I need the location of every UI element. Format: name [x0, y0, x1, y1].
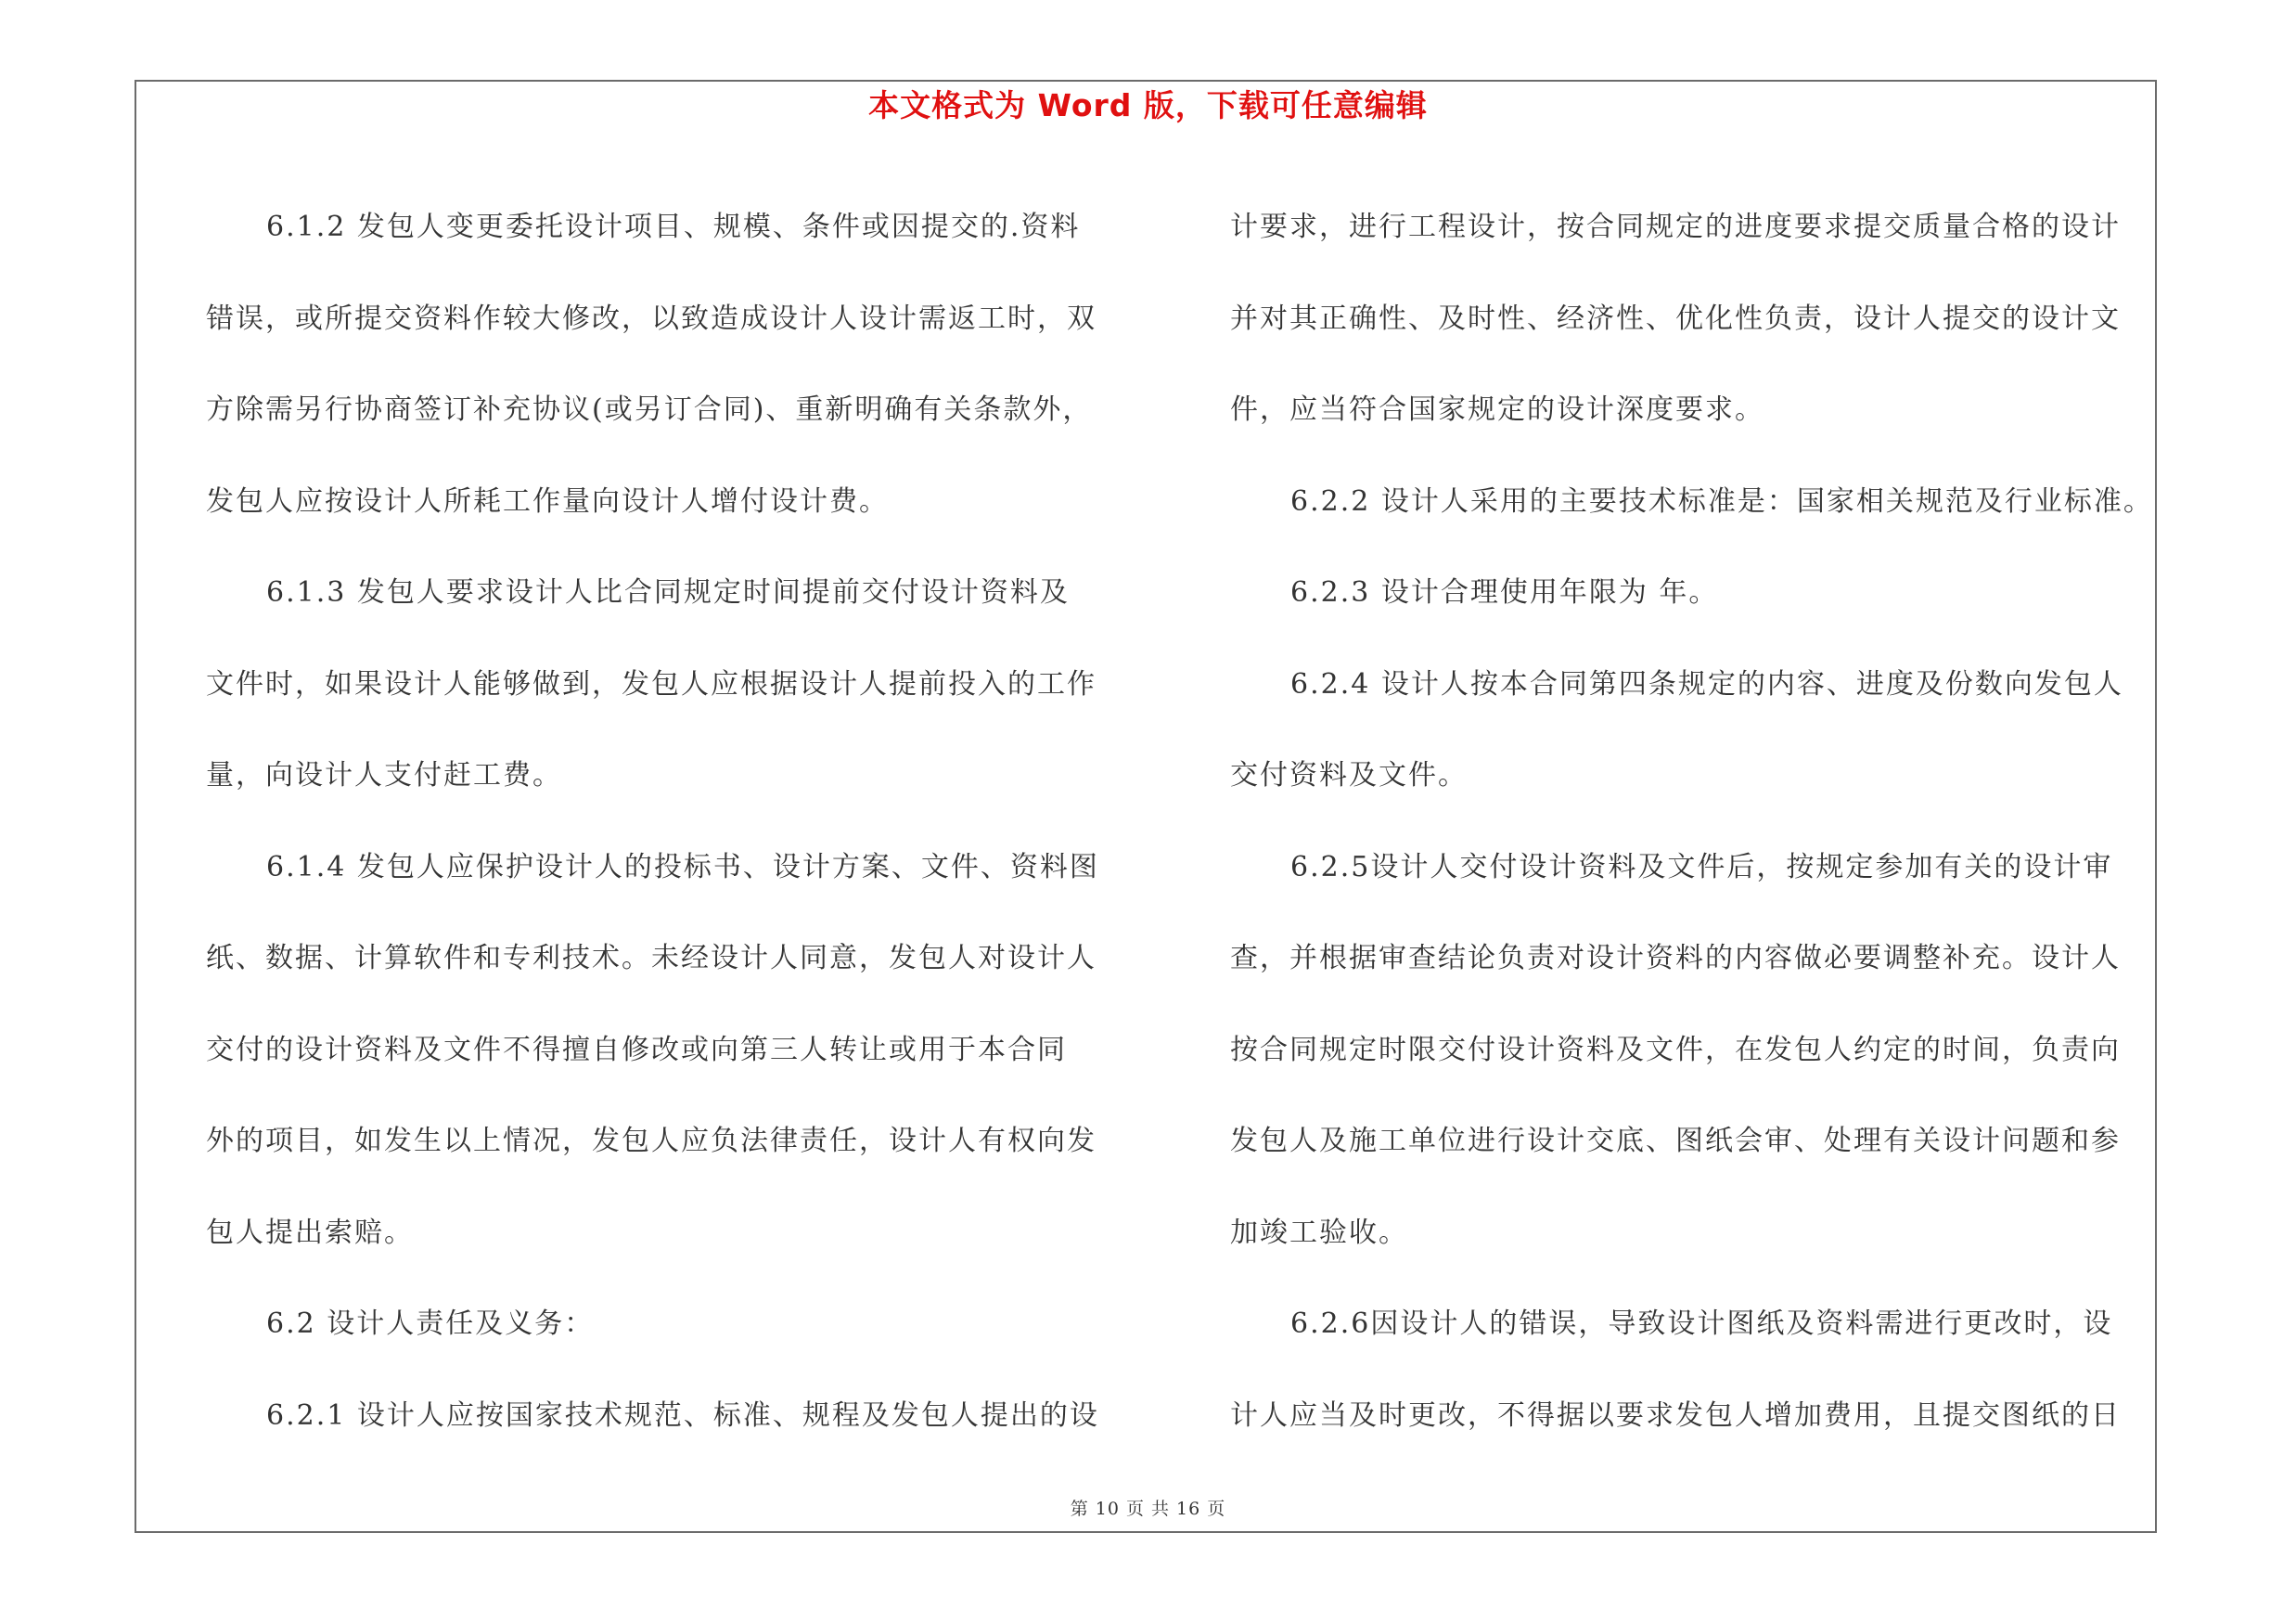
paragraph-line: 6.2.4 设计人按本合同第四条规定的内容、进度及份数向发包人	[1290, 667, 2123, 701]
paragraph-line: 计人应当及时更改，不得据以要求发包人增加费用，且提交图纸的日	[1230, 1398, 2121, 1432]
paragraph-line: 交付资料及文件。	[1230, 759, 1468, 792]
paragraph-line: 交付的设计资料及文件不得擅自修改或向第三人转让或用于本合同	[206, 1033, 1067, 1066]
left-column	[206, 182, 1134, 1462]
paragraph-line: 6.2.2 设计人采用的主要技术标准是：国家相关规范及行业标准。	[1290, 484, 2153, 518]
paragraph-line: 6.1.3 发包人要求设计人比合同规定时间提前交付设计资料及	[266, 576, 1070, 609]
paragraph-line: 量，向设计人支付赶工费。	[206, 759, 562, 792]
paragraph-line: 纸、数据、计算软件和专利技术。未经设计人同意，发包人对设计人	[206, 942, 1097, 974]
paragraph-line: 加竣工验收。	[1230, 1216, 1408, 1249]
paragraph-line: 发包人应按设计人所耗工作量向设计人增付设计费。	[206, 484, 889, 518]
paragraph-line: 查，并根据审查结论负责对设计资料的内容做必要调整补充。设计人	[1230, 942, 2121, 974]
paragraph-line: 发包人及施工单位进行设计交底、图纸会审、处理有关设计问题和参	[1230, 1125, 2121, 1157]
right-column	[1230, 182, 2158, 1462]
paragraph-line: 文件时，如果设计人能够做到，发包人应根据设计人提前投入的工作	[206, 667, 1097, 701]
paragraph-line: 6.2.5设计人交付设计资料及文件后，按规定参加有关的设计审	[1290, 850, 2113, 883]
header-banner: 本文格式为 Word 版，下载可任意编辑	[868, 87, 1428, 123]
page-number-footer: 第 10 页 共 16 页	[1070, 1499, 1226, 1519]
paragraph-line: 错误，或所提交资料作较大修改，以致造成设计人设计需返工时，双	[206, 302, 1097, 335]
paragraph-line: 按合同规定时限交付设计资料及文件，在发包人约定的时间，负责向	[1230, 1033, 2121, 1066]
section-heading: 6.2 设计人责任及义务：	[266, 1307, 595, 1340]
paragraph-line: 6.2.6因设计人的错误，导致设计图纸及资料需进行更改时，设	[1290, 1307, 2113, 1340]
paragraph-line: 计要求，进行工程设计，按合同规定的进度要求提交质量合格的设计	[1230, 211, 2121, 243]
paragraph-line: 包人提出索赔。	[206, 1216, 414, 1249]
paragraph-line: 6.2.1 设计人应按国家技术规范、标准、规程及发包人提出的设	[266, 1398, 1099, 1432]
paragraph-line: 外的项目，如发生以上情况，发包人应负法律责任，设计人有权向发	[206, 1125, 1097, 1157]
paragraph-line: 方除需另行协商签订补充协议(或另订合同)、重新明确有关条款外，	[206, 393, 1093, 426]
paragraph-line: 并对其正确性、及时性、经济性、优化性负责，设计人提交的设计文	[1230, 302, 2121, 335]
paragraph-line: 6.1.2 发包人变更委托设计项目、规模、条件或因提交的.资料	[266, 211, 1081, 243]
paragraph-line: 6.2.3 设计合理使用年限为 年。	[1290, 576, 1719, 609]
paragraph-line: 6.1.4 发包人应保护设计人的投标书、设计方案、文件、资料图	[266, 850, 1099, 883]
paragraph-line: 件，应当符合国家规定的设计深度要求。	[1230, 393, 1764, 426]
